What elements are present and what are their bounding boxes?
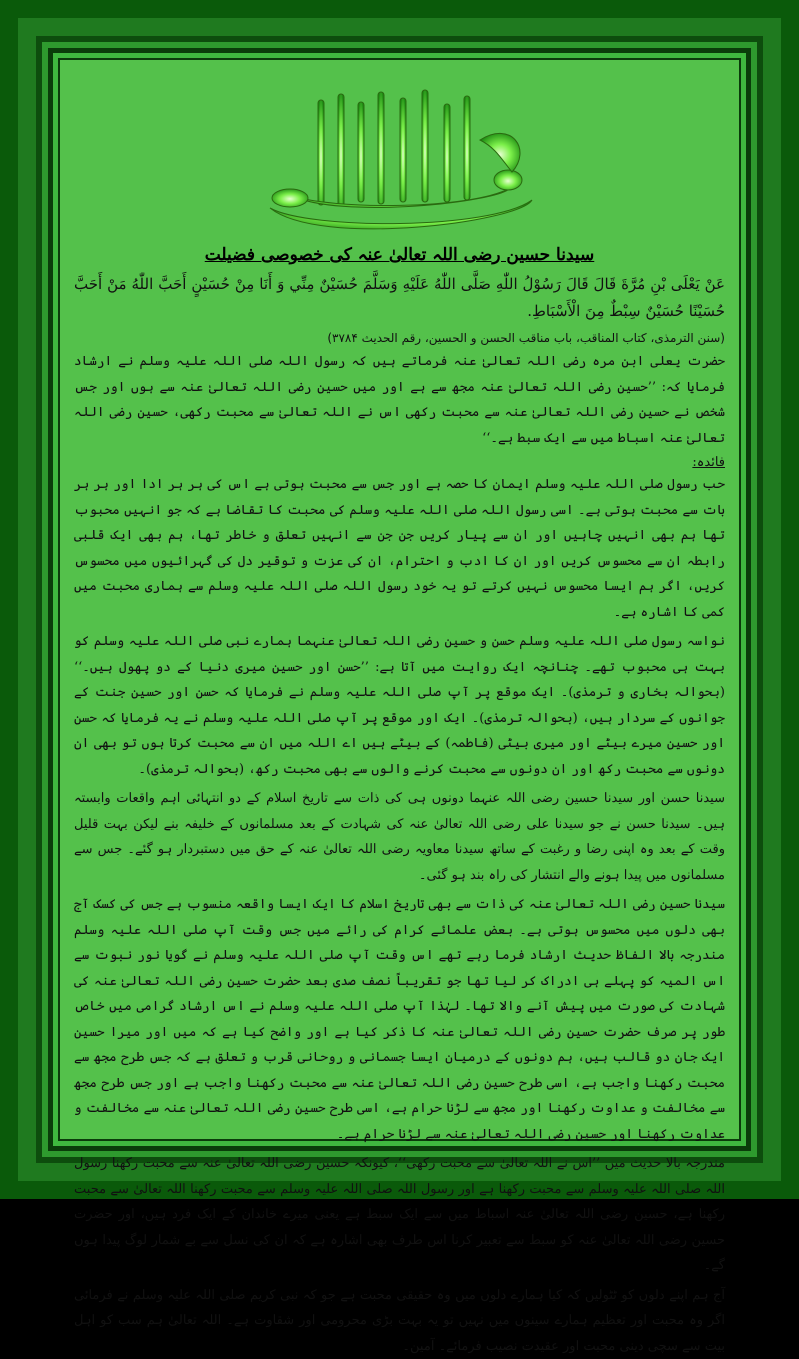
paragraph: مندرجہ بالا حدیث میں ’’اس نے اللہ تعالیٰ سے محبت رکھی‘‘، کیونکہ حسین رضی اللہ تعالیٰ عنہ سے محبت رکھنا رسول اللہ صلی اللہ علیہ وسلم سے محبت رکھنا ہے اور رسول اللہ صلی اللہ علیہ وسلم سے محبت رکھنا اللہ تعالیٰ سے محبت رکھنا ہے، حسین رضی اللہ تعالیٰ عنہ اسباط میں سے ایک سبط ہے یعنی میرے خاندان کے ایک فرد ہیں، اور حضرت حسین رضی اللہ تعالیٰ عنہ کو سبط سے تعبیر کرنا اس طرف بھی اشارہ ہے کہ ان کی نسل سے بے شمار لوگ پیدا ہوں گے۔: [74, 1151, 725, 1279]
paragraph: سیدنا حسین رضی اللہ تعالیٰ عنہ کی ذات سے بھی تاریخ اسلام کا ایک ایسا واقعہ منسوب ہے جس کی کسک آج بھی دلوں میں محسوس ہوتی ہے۔ بعض علمائے کرام کی رائے میں جس وقت آپ صلی اللہ علیہ وسلم مندرجہ بالا الفاظ حدیث ارشاد فرما رہے تھے اس وقت آپ صلی اللہ علیہ وسلم نے گویا نور نبوت سے اس المیہ کو پہلے ہی ادراک کر لیا تھا جو تقریباً نصف صدی بعد حضرت حسین رضی اللہ تعالیٰ عنہ کی شہادت کی صورت میں پیش آنے والا تھا۔ لہٰذا آپ صلی اللہ علیہ وسلم نے اس ارشاد گرامی میں خاص طور پر صرف حضرت حسین رضی اللہ تعالیٰ عنہ کا ذکر کیا ہے اور واضح کیا ہے کہ میں اور میرا حسین ایک جان دو قالب ہیں، ہم دونوں کے درمیان ایسا جسمانی و روحانی قرب و تعلق ہے کہ جس طرح مجھ سے محبت رکھنا واجب ہے، اسی طرح حسین رضی اللہ تعالیٰ عنہ سے محبت رکھنا واجب ہے اور جس طرح مجھ سے مخالفت و عداوت رکھنا اور مجھ سے لڑنا حرام ہے، اسی طرح حسین رضی اللہ تعالیٰ عنہ سے مخالفت و عداوت رکھنا اور حسین رضی اللہ تعالیٰ عنہ سے لڑنا حرام ہے۔: [74, 892, 725, 1147]
middle-frame: [36, 36, 763, 1163]
hadith-reference: (سنن الترمذی، کتاب المناقب، باب مناقب الحسن و الحسین، رقم الحدیث ۳۷۸۴): [74, 331, 725, 345]
bismillah-calligraphy-logo: [250, 80, 550, 240]
content-panel: [58, 58, 741, 1141]
heading: [74, 244, 725, 265]
paragraph: سیدنا حسن اور سیدنا حسین رضی اللہ عنہما دونوں ہی کی ذات سے تاریخ اسلام کے دو انتہائی اہم واقعات وابستہ ہیں۔ سیدنا حسن نے جو سیدنا علی رضی اللہ تعالیٰ عنہ کی شہادت کے بعد مسلمانوں کے خلیفہ بنے لیکن بہت قلیل وقت کے بعد وہ اپنی رضا و رغبت کے ساتھ سیدنا معاویہ رضی اللہ تعالیٰ عنہ کے حق میں دستبردار ہو گئے۔ جس سے مسلمانوں میں پیدا ہونے والے انتشار کی راہ بند ہو گئی۔: [74, 786, 725, 888]
hadith-translation: حضرت یعلی ابن مرہ رضی اللہ تعالیٰ عنہ فرماتے ہیں کہ رسول اللہ صلی اللہ علیہ وسلم نے ارشاد فرمایا کہ: ’’حسین رضی اللہ تعالیٰ عنہ مجھ سے ہے اور میں حسین رضی اللہ تعالیٰ عنہ سے ہوں اور جس شخص نے حسین رضی اللہ تعالیٰ عنہ سے محبت رکھی اس نے اللہ تعالیٰ سے محبت رکھی، حسین رضی اللہ تعالیٰ عنہ اسباط میں سے ایک سبط ہے۔‘‘: [74, 349, 725, 451]
paragraph: نواسہ رسول صلی اللہ علیہ وسلم حسن و حسین رضی اللہ تعالیٰ عنہما ہمارے نبی صلی اللہ علیہ وسلم کو بہت ہی محبوب تھے۔ چنانچہ ایک روایت میں آتا ہے: ’’حسن اور حسین میری دنیا کے دو پھول ہیں۔‘‘ (بحوالہ بخاری و ترمذی)۔ ایک موقع پر آپ صلی اللہ علیہ وسلم نے فرمایا کہ حسن اور حسین جنت کے جوانوں کے سردار ہیں، (بحوالہ ترمذی)۔ ایک اور موقع پر آپ صلی اللہ علیہ وسلم نے یہ فرمایا کہ حسن اور حسین میرے بیٹے اور میری بیٹی (فاطمہ) کے بیٹے ہیں اے اللہ میں ان سے محبت کرتا ہوں تو بھی ان دونوں سے محبت رکھ اور ان دونوں سے محبت کرنے والوں سے بھی محبت رکھ، (بحوالہ ترمذی)۔: [74, 629, 725, 782]
paragraph: حب رسول صلی اللہ علیہ وسلم ایمان کا حصہ ہے اور جس سے محبت ہوتی ہے اس کی ہر ہر ادا اور ہر ہر بات سے محبت ہوتی ہے۔ اسی رسول اللہ صلی اللہ علیہ وسلم کی محبت کا تقاضا ہے کہ جو انہیں محبوب تھا ہم بھی انہیں چاہیں اور ان سے پیار کریں جن جن سے انہیں تعلق و خاطر تھا، ہم بھی ایک قلبی رابطہ ان سے محسوس کریں اور ان کا ادب و احترام، ان کی عزت و توقیر دل کی گہرائیوں میں محسوس کریں، اگر ہم ایسا محسوس نہیں کرتے تو یہ خود رسول اللہ صلی اللہ علیہ وسلم سے ہماری محبت میں کمی کا اشارہ ہے۔: [74, 472, 725, 625]
inner-frame: [48, 48, 751, 1151]
paragraph: آج ہم اپنے دلوں کو ٹٹولیں کہ کیا ہمارے دلوں میں وہ حقیقی محبت ہے جو کہ نبی کریم صلی اللہ علیہ وسلم نے فرمائی اگر وہ محبت اور تعظیم ہمارے سینوں میں نہیں تو یہ بہت بڑی محرومی اور شقاوت ہے۔ اللہ تعالیٰ ہم سب کو اہل بیت سے سچی دینی محبت اور عقیدت نصیب فرمائے۔ آمین۔: [74, 1283, 725, 1359]
faida-label: فائدہ:: [74, 455, 725, 470]
hadith-arabic: عَنْ يَعْلَى بْنِ مُرَّةَ قَالَ قَالَ رَسُوْلُ اللّٰهِ صَلَّى اللّٰهُ عَلَيْهِ وَسَلَّمَ حُسَيْنٌ مِنِّي وَ أَنَا مِنْ حُسَيْنٍ أَحَبَّ اللّٰهُ مَنْ أَحَبَّ حُسَيْنًا حُسَيْنٌ سِبْطٌ مِنَ الْأَسْبَاطِ.: [74, 271, 725, 325]
heading-text: سیدنا حسین رضی اللہ تعالیٰ عنہ کی خصوصی فضیلت: [205, 245, 595, 265]
